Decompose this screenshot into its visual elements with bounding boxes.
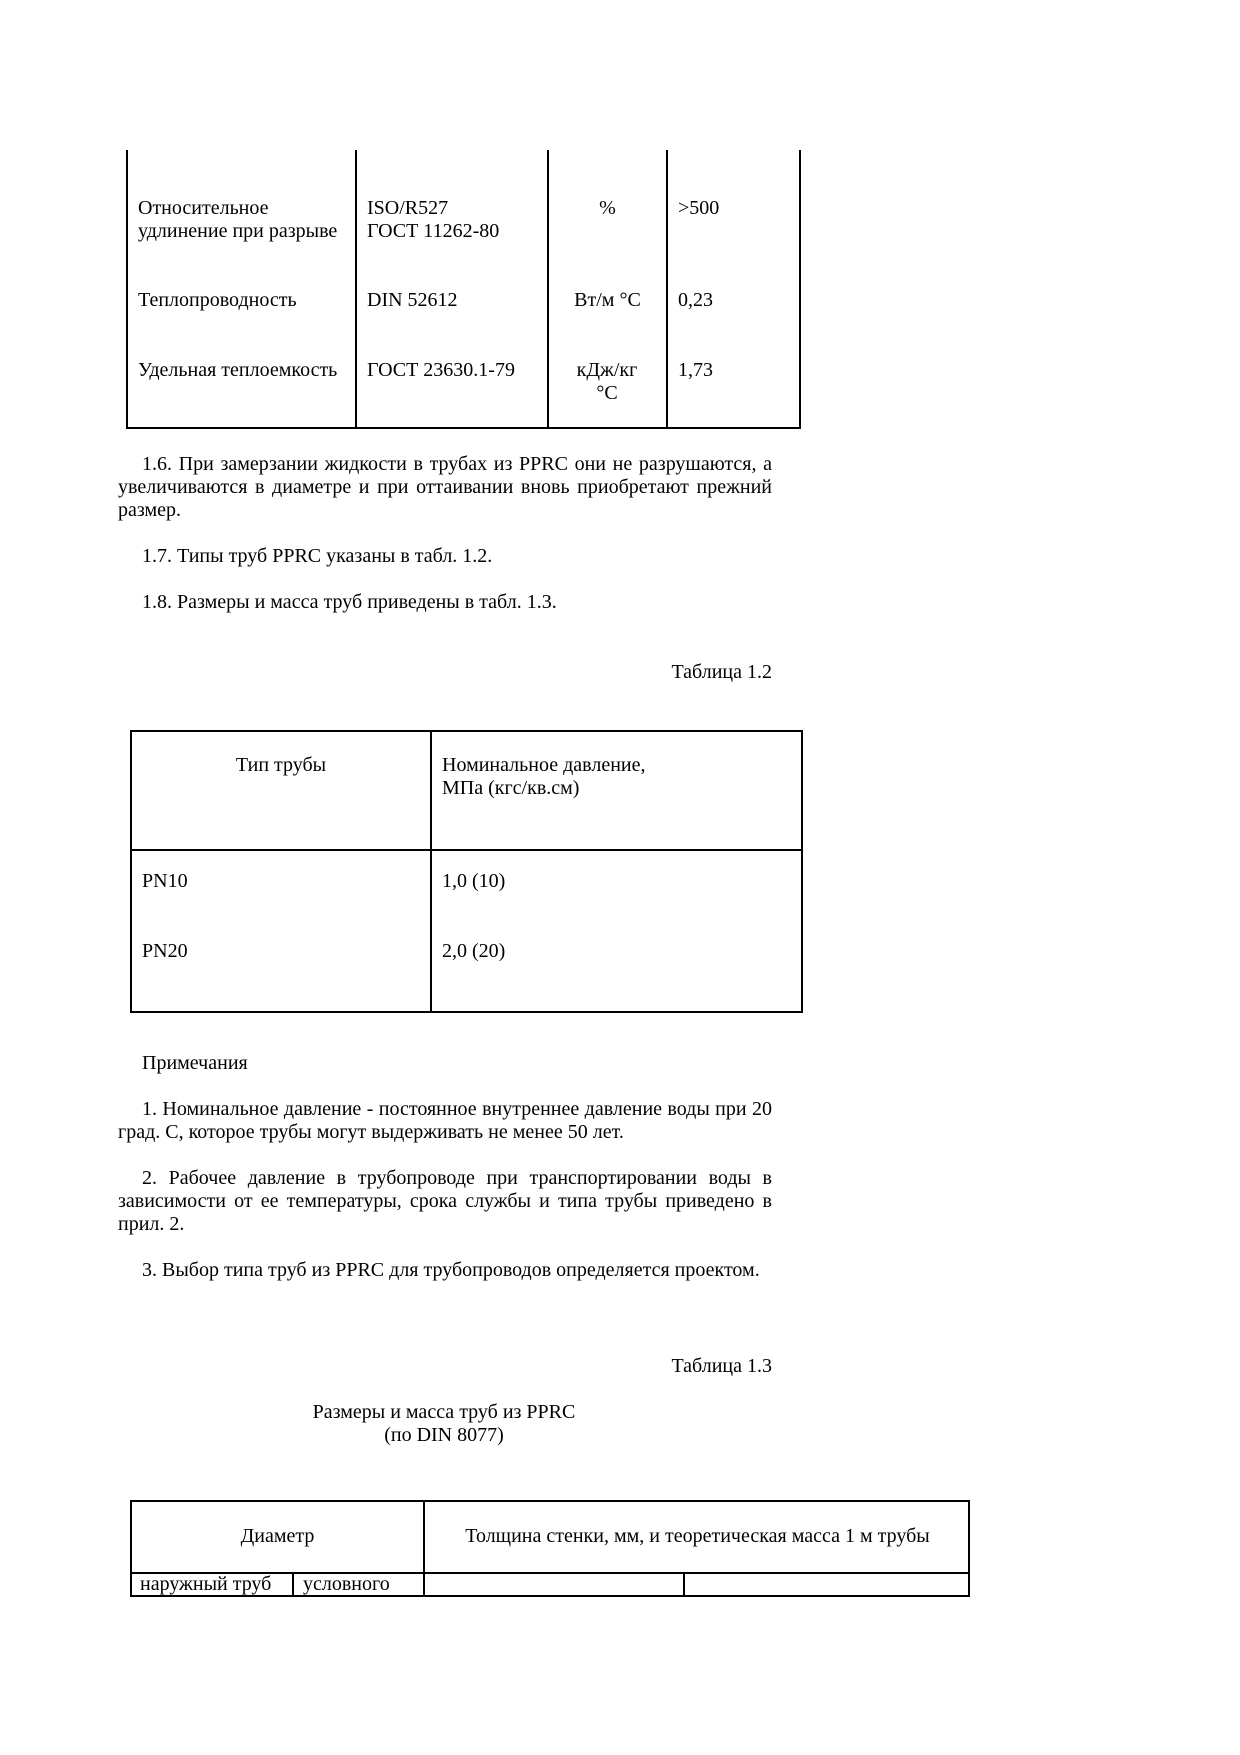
subheader-label: наружный труб	[140, 1573, 272, 1595]
table-row	[367, 289, 542, 312]
unit: %	[599, 197, 616, 219]
notes-heading	[118, 1052, 772, 1075]
standard-code: DIN 52612	[367, 289, 458, 311]
table-border	[126, 427, 801, 429]
note-2	[118, 1167, 772, 1236]
table-row	[142, 870, 422, 893]
table-row	[442, 940, 782, 963]
table-row	[138, 359, 353, 382]
table-border	[799, 150, 801, 429]
table-row	[142, 940, 422, 963]
table-title	[244, 1401, 644, 1447]
column-header: Толщина стенки, мм, и теоретическая масса 1 м трубы	[465, 1525, 930, 1547]
pipe-type: PN20	[142, 940, 188, 962]
unit: Вт/м °С	[574, 289, 641, 311]
column-header: Тип трубы	[235, 754, 327, 776]
table-row	[367, 359, 545, 382]
property-name: Относительное удлинение при разрыве	[138, 197, 338, 242]
table-border	[355, 150, 357, 429]
property-name: Удельная теплоемкость	[138, 359, 338, 381]
standard-code: ISO/R527	[367, 197, 449, 219]
table-row	[442, 870, 782, 893]
paragraph-text: 1.8. Размеры и масса труб приведены в табл. 1.3.	[142, 591, 557, 613]
subheader-label: условного	[303, 1573, 390, 1595]
note-3	[118, 1259, 772, 1282]
table-row	[138, 289, 353, 312]
table-border	[430, 732, 432, 1011]
table-caption: Таблица 1.3	[671, 1355, 772, 1377]
property-name: Теплопроводность	[138, 289, 297, 311]
column-header: Номинальное давление, МПа (кгс/кв.см)	[442, 754, 646, 799]
unit-cell	[549, 289, 666, 312]
paragraph-text: 1.6. При замерзании жидкости в трубах из PPRC они не разрушаются, а увеличиваются в диаметре и при оттаивании вновь приобретают прежний размер.	[118, 453, 772, 521]
note-text: 2. Рабочее давление в трубопроводе при транспортировании воды в зависимости от ее температуры, срока службы и типа трубы приведено в прил. 2.	[118, 1167, 772, 1235]
note-1	[118, 1098, 772, 1144]
note-text: 3. Выбор типа труб из PPRC для трубопроводов определяется проектом.	[142, 1259, 760, 1281]
value: >500	[678, 197, 720, 219]
table-border	[666, 150, 668, 429]
standard-code: ГОСТ 23630.1-79	[367, 359, 515, 381]
nominal-pressure: 1,0 (10)	[442, 870, 506, 892]
column-header: Диаметр	[240, 1525, 315, 1547]
table-border	[132, 849, 801, 851]
notes-heading-text: Примечания	[142, 1052, 248, 1074]
properties-table	[126, 150, 801, 429]
note-text: 1. Номинальное давление - постоянное внутреннее давление воды при 20 град. С, которое трубы могут выдерживать не менее 50 лет.	[118, 1098, 772, 1143]
table-row	[367, 197, 542, 243]
value: 0,23	[678, 289, 713, 311]
unit: кДж/кг °С	[576, 359, 638, 404]
paragraph-text: 1.7. Типы труб PPRC указаны в табл. 1.2.	[142, 545, 493, 567]
subheader-cell	[423, 1572, 685, 1597]
pipe-dimensions-table	[130, 1500, 970, 1597]
unit-cell	[549, 197, 666, 220]
value-cell	[678, 289, 793, 312]
paragraph-1-8	[118, 591, 772, 614]
paragraph-1-7	[118, 545, 772, 568]
pipe-types-table	[130, 730, 803, 1013]
subheader-cell	[683, 1572, 970, 1597]
table-caption: Таблица 1.2	[671, 661, 772, 683]
pipe-type: PN10	[142, 870, 188, 892]
nominal-pressure: 2,0 (20)	[442, 940, 506, 962]
unit-cell	[572, 359, 642, 405]
value-cell	[678, 359, 793, 382]
value-cell	[678, 197, 793, 220]
value: 1,73	[678, 359, 713, 381]
paragraph-1-6	[118, 453, 772, 522]
table-row	[138, 197, 353, 243]
table-title-line: (по DIN 8077)	[384, 1424, 504, 1446]
table-border	[126, 150, 128, 429]
table-title-line: Размеры и масса труб из PPRC	[312, 1401, 576, 1423]
standard-code: ГОСТ 11262-80	[367, 220, 500, 242]
